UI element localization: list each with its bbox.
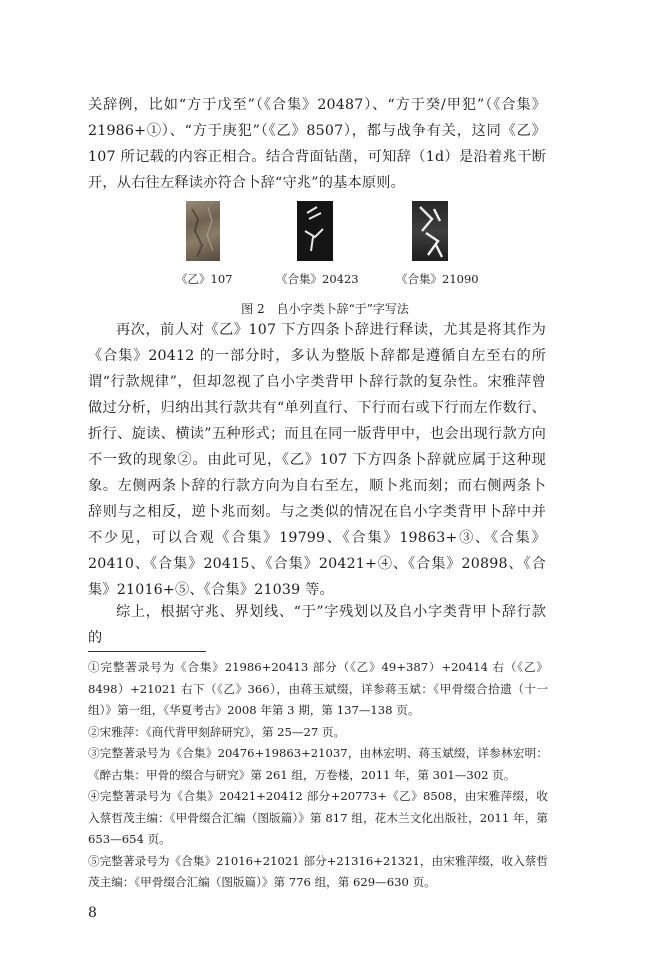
page-number: 8 [88,905,97,921]
figure-label-1: 《乙》107 [176,272,233,286]
footnote-3: ③完整著录号为《合集》20476+19863+21037，由林宏明、蒋玉斌缀，详参林宏明：《醉古集：甲骨的缀合与研究》第 261 组，万卷楼，2011 年，第 301—302 页。 [88,746,548,782]
body-paragraph-3: 综上，根据守兆、界划线、“于”字残划以及𠂤小字类背甲卜辞行款的 [88,604,546,646]
figure-label-3: 《合集》21090 [396,272,479,286]
rubbing-image-yi-107 [186,201,220,261]
footnotes [88,657,548,894]
footnote-divider [88,651,206,652]
rubbing-image-heji-20423 [297,201,333,261]
footnote-1: ①完整著录号为《合集》21986+20413 部分（《乙》49+387）+20414 右（《乙》8498）+21021 右下（《乙》366），由蒋玉斌缀，详参蒋玉斌：《甲骨缀合拾遗（十一组）》第一组，《华夏考古》2008 年第 3 期，第 137—138 页。 [88,660,548,717]
figure-caption: 图 2 𠂤小字类卜辞“于”字写法 [241,302,409,316]
footnote-5: ⑤完整著录号为《合集》21016+21021 部分+21316+21321，由宋雅萍缀，收入蔡哲茂主编：《甲骨缀合汇编（图版篇）》第 776 组，第 629—630 页。 [88,853,548,889]
figure-label-2: 《合集》20423 [276,272,359,286]
footnote-2: ②宋雅萍：《商代背甲刻辞研究》，第 25—27 页。 [88,724,346,739]
figure-2 [176,201,479,289]
body-paragraph-2: 再次，前人对《乙》107 下方四条卜辞进行释读，尤其是将其作为《合集》20412 的一部分时，多认为整版卜辞都是遵循自左至右的所谓“行款规律”，但却忽视了𠂤小字类背甲卜辞行款的复杂性。宋雅萍曾做过分析，归纳出其行款共有“单列直行、下行而右或下行而左作数行、折行、旋读、横读”五种形式；而且在同一版背甲中，也会出现行款方向不一致的现象②。由此可见，《乙》107 下方四条卜辞就应属于这种现象。左侧两条卜辞的行款方向为自右至左，顺卜兆而刻；而右侧两条卜辞则与之相反，逆卜兆而刻。与之类似的情况在𠂤小字类背甲卜辞中并不少见，可以合观《合集》19799、《合集》19863+③、《合集》20410、《合集》20415、《合集》20421+④、《合集》20898、《合集》21016+⑤、《合集》21039 等。 [88,322,546,598]
rubbing-image-heji-21090 [412,201,448,261]
footnote-4: ④完整著录号为《合集》20421+20412 部分+20773+《乙》8508，由宋雅萍缀，收入蔡哲茂主编：《甲骨缀合汇编（图版篇）》第 817 组，花木兰文化出版社，2011 年，第 653—654 页。 [88,789,548,846]
body-paragraph-1: 关辞例，比如“方于戊至”（《合集》20487）、“方于癸/甲犯”（《合集》21986+①）、“方于庚犯”（《乙》8507），都与战争有关，这同《乙》107 所记载的内容正相合。结合背面钻凿，可知辞（1d）是沿着兆干断开，从右往左释读亦符合卜辞“守兆”的基本原则。 [88,97,546,191]
